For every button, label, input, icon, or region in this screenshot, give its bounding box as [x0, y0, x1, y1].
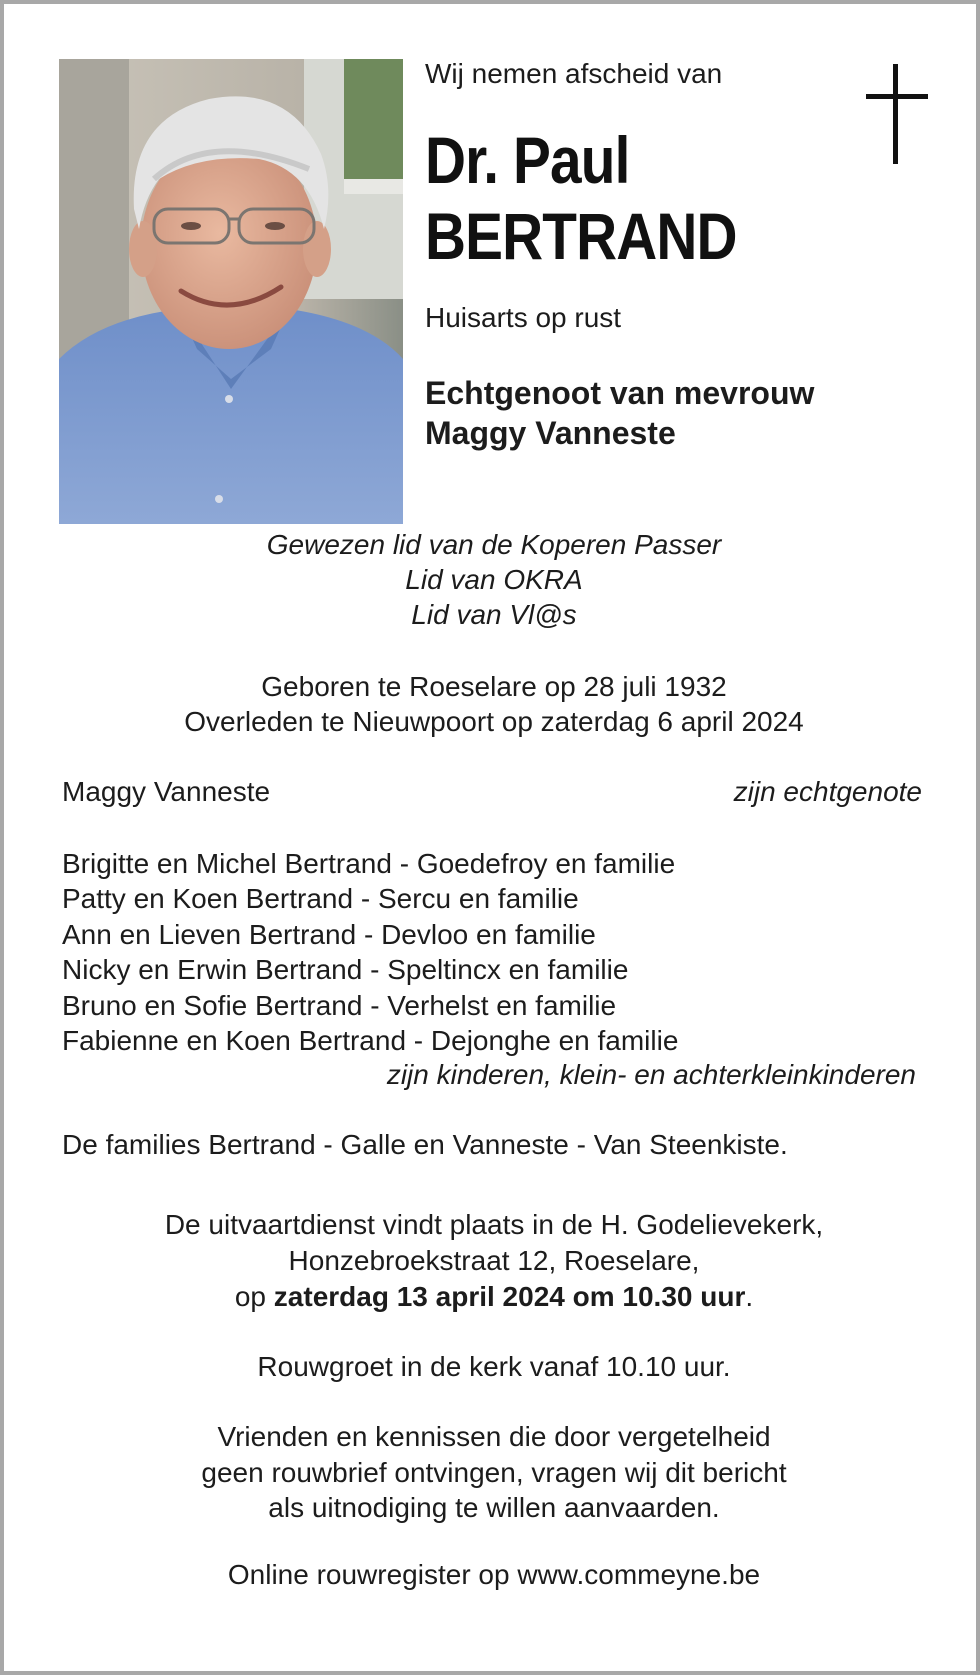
child-entry: Brigitte en Michel Bertrand - Goedefroy en familie [62, 848, 676, 879]
notice-line: als uitnodiging te willen aanvaarden. [268, 1492, 720, 1523]
portrait-photo [59, 59, 403, 524]
child-entry: Patty en Koen Bertrand - Sercu en familie [62, 883, 579, 915]
portrait-illustration [59, 59, 403, 524]
intro-text: Wij nemen afscheid van [425, 58, 723, 89]
name-line-first: Dr. Paul [425, 123, 630, 197]
membership-line: Lid van Vl@s [411, 599, 577, 630]
death-line: Overleden te Nieuwpoort op zaterdag 6 april 2024 [184, 706, 804, 737]
profession: Huisarts op rust [425, 302, 622, 333]
child-entry: Nicky en Erwin Bertrand - Speltincx en familie [62, 954, 629, 986]
life-dates [44, 669, 944, 739]
notice-line: geen rouwbrief ontvingen, vragen wij dit bericht [201, 1456, 787, 1488]
membership-line: Lid van OKRA [405, 564, 583, 595]
spouse-heading [425, 373, 814, 453]
service-line3 [44, 1279, 944, 1315]
children-list [62, 846, 678, 1058]
service-prefix: op [234, 1281, 274, 1312]
birth-line: Geboren te Roeselare op 28 juli 1932 [261, 671, 727, 702]
children-role: zijn kinderen, klein- en achterkleinkinderen [386, 1059, 916, 1090]
online-register: Online rouwregister op www.commeyne.be [227, 1559, 761, 1590]
funeral-service [44, 1207, 944, 1315]
cross-icon [866, 64, 928, 164]
service-line2: Honzebroekstraat 12, Roeselare, [288, 1245, 700, 1276]
membership-line: Gewezen lid van de Koperen Passer [266, 529, 722, 560]
notice-line: Vrienden en kennissen die door vergetelheid [217, 1421, 771, 1452]
service-datetime: zaterdag 13 april 2024 om 10.30 uur [273, 1281, 746, 1312]
deceased-name [425, 122, 737, 274]
child-entry: Fabienne en Koen Bertrand - Dejonghe en familie [62, 1025, 679, 1057]
child-entry: Ann en Lieven Bertrand - Devloo en familie [62, 918, 596, 950]
families-line: De families Bertrand - Galle en Vanneste - Van Steenkiste. [62, 1129, 788, 1160]
spouse-heading-line1: Echtgenoot van mevrouw [425, 375, 815, 411]
spouse-entry-name: Maggy Vanneste [62, 776, 271, 807]
condolence-line: Rouwgroet in de kerk vanaf 10.10 uur. [257, 1351, 731, 1382]
spouse-entry-role: zijn echtgenote [733, 776, 922, 807]
child-entry: Bruno en Sofie Bertrand - Verhelst en familie [62, 989, 617, 1021]
spouse-heading-line2: Maggy Vanneste [425, 415, 676, 451]
notice-text [44, 1419, 944, 1526]
service-suffix: . [745, 1281, 754, 1312]
name-line-last: BERTRAND [425, 199, 737, 273]
spouse-entry [62, 776, 922, 808]
memberships [44, 527, 944, 632]
service-line1: De uitvaartdienst vindt plaats in de H. Godelievekerk, [164, 1209, 824, 1240]
